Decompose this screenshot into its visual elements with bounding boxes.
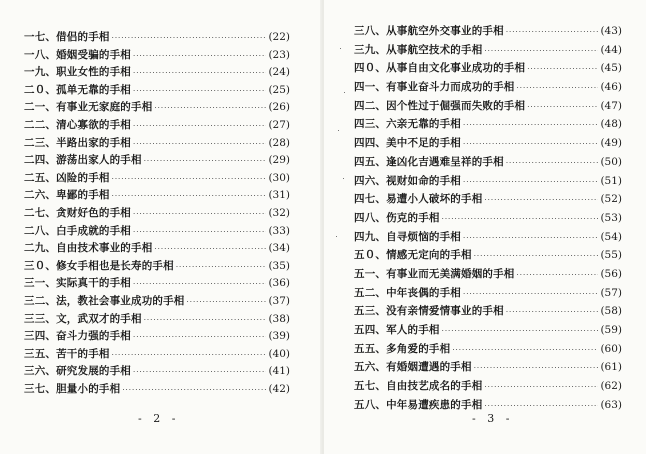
page-number-footer-left: - 2 - (138, 412, 180, 425)
toc-entry (354, 284, 622, 303)
toc-entry (24, 29, 290, 47)
toc-entry-page: (43) (600, 25, 622, 37)
toc-entry (354, 321, 622, 340)
dot-leader (527, 60, 598, 79)
dot-leader (133, 83, 266, 101)
toc-entry-page: (41) (268, 365, 290, 378)
toc-entry-title: 一七、借侣的手相 (24, 31, 110, 43)
toc-entry-page: (53) (600, 211, 622, 224)
toc-entry-page: (37) (268, 294, 290, 307)
dot-leader (442, 322, 599, 341)
dot-leader (122, 382, 266, 400)
toc-entry-title: 二四、游荡出家人的手相 (24, 154, 142, 167)
toc-entry-title: 五０、情感无定向的手相 (354, 249, 472, 262)
scan-speck (344, 92, 345, 93)
toc-entry-title: 一九、职业女性的手相 (24, 66, 131, 79)
dot-leader (517, 266, 599, 285)
toc-entry-title: 一八、婚姻受骗的手相 (24, 48, 131, 61)
toc-entry-page: (55) (600, 249, 622, 262)
toc-entry (24, 275, 290, 293)
toc-entry-page: (47) (600, 99, 622, 112)
toc-entry (354, 209, 622, 228)
dot-leader (112, 30, 267, 48)
dot-leader (144, 312, 267, 330)
dot-leader (506, 154, 599, 173)
toc-entry-page: (54) (600, 230, 622, 243)
toc-entry (354, 172, 622, 191)
toc-entry (354, 78, 622, 97)
toc-entry (354, 134, 622, 153)
dot-leader (463, 116, 598, 135)
toc-entry (354, 265, 622, 284)
dot-leader (133, 329, 266, 347)
toc-entry-title: 二二、清心寡欲的手相 (24, 118, 131, 131)
toc-entry (354, 190, 622, 209)
toc-entry (24, 240, 290, 258)
toc-entry-title: 五五、多角爱的手相 (354, 342, 451, 355)
toc-entry (24, 223, 290, 241)
toc-entry-page: (22) (268, 31, 290, 43)
toc-entry (24, 311, 290, 329)
toc-entry (354, 41, 622, 60)
toc-entry (24, 346, 290, 364)
toc-entry-page: (51) (600, 174, 622, 187)
toc-entry (354, 153, 622, 172)
dot-leader (463, 173, 598, 192)
dot-leader (133, 136, 266, 154)
toc-entry-title: 五一、有事业而无美满婚姻的手相 (354, 267, 515, 280)
toc-entry-title: 二八、白手成就的手相 (24, 224, 131, 237)
toc-entry (24, 170, 290, 188)
toc-entry-page: (52) (600, 193, 622, 206)
toc-entry-page: (30) (268, 171, 290, 184)
toc-entry-title: 四六、视财如命的手相 (354, 174, 461, 187)
toc-entry-title: 二三、半路出家的手相 (24, 136, 131, 149)
toc-entry-page: (28) (268, 136, 290, 149)
toc-entry-page: (44) (600, 43, 622, 56)
toc-entry-page: (63) (600, 398, 622, 411)
dot-leader (133, 48, 266, 66)
toc-entry-page: (40) (268, 347, 290, 360)
toc-entry-page: (34) (268, 242, 290, 255)
toc-entry-title: 四四、美中不足的手相 (354, 137, 461, 150)
toc-entry-page: (60) (600, 342, 622, 355)
toc-entry (24, 258, 290, 276)
toc-entry-page: (32) (268, 206, 290, 219)
dot-leader (133, 224, 266, 242)
toc-entry (354, 97, 622, 116)
toc-list-left (24, 29, 290, 398)
toc-entry-title: 二七、贪财好色的手相 (24, 206, 131, 219)
dot-leader (133, 65, 266, 83)
dot-leader (133, 206, 266, 224)
toc-entry (24, 47, 290, 65)
toc-entry-page: (27) (268, 118, 290, 131)
toc-entry-page: (45) (600, 62, 622, 75)
toc-entry-title: 四九、自寻烦恼的手相 (354, 230, 461, 243)
dot-leader (442, 210, 599, 229)
scan-speck (343, 178, 344, 179)
toc-entry-title: 四三、六亲无靠的手相 (354, 118, 461, 131)
toc-entry (24, 381, 290, 399)
toc-entry-title: 四二、因个性过于倔强而失败的手相 (354, 99, 526, 112)
toc-entry (354, 340, 622, 359)
toc-entry-title: 五三、没有亲情爱情事业的手相 (354, 305, 504, 318)
toc-entry (24, 152, 290, 170)
dot-leader (154, 241, 266, 259)
toc-entry (354, 358, 622, 377)
toc-entry-page: (23) (268, 48, 290, 61)
toc-entry (24, 99, 290, 117)
toc-entry (354, 59, 622, 78)
toc-entry-title: 三一、实际真干的手相 (24, 277, 131, 290)
dot-leader (506, 303, 599, 322)
toc-entry (24, 205, 290, 223)
dot-leader (474, 247, 599, 266)
toc-entry (24, 117, 290, 135)
toc-entry-page: (25) (268, 83, 290, 96)
dot-leader (463, 229, 598, 248)
toc-entry-page: (56) (600, 267, 622, 280)
dot-leader (463, 135, 598, 154)
right-page (324, 0, 646, 454)
toc-entry-title: 四一、有事业奋斗力而成功的手相 (354, 81, 515, 94)
toc-entry (24, 64, 290, 82)
toc-entry (24, 293, 290, 311)
toc-entry-title: 三八、从事航空外交事业的手相 (354, 25, 504, 37)
toc-entry (24, 363, 290, 381)
toc-entry (354, 302, 622, 321)
dot-leader (133, 118, 266, 136)
toc-entry-title: 二一、有事业无家庭的手相 (24, 101, 153, 114)
dot-leader (112, 171, 267, 189)
scan-speck (338, 130, 339, 131)
dot-leader (187, 294, 267, 312)
toc-entry-title: 二五、凶险的手相 (24, 171, 110, 184)
toc-entry-page: (38) (268, 312, 290, 325)
dot-leader (506, 23, 599, 42)
dot-leader (176, 259, 267, 277)
toc-entry-page: (58) (600, 305, 622, 318)
toc-entry-title: 四七、易遭小人破坏的手相 (354, 193, 483, 206)
toc-entry-page: (62) (600, 380, 622, 393)
toc-entry-title: 四五、逢凶化吉遇难呈祥的手相 (354, 155, 504, 168)
toc-entry-page: (42) (268, 382, 290, 395)
dot-leader (133, 364, 266, 382)
dot-leader (463, 285, 598, 304)
dot-leader (484, 378, 598, 397)
toc-entry (354, 115, 622, 134)
toc-entry-title: 三四、奋斗力强的手相 (24, 330, 131, 343)
toc-entry (354, 22, 622, 41)
toc-entry-title: 二０、孤单无靠的手相 (24, 83, 131, 96)
toc-entry-page: (46) (600, 81, 622, 94)
toc-entry (354, 246, 622, 265)
toc-entry (354, 228, 622, 247)
toc-entry-title: 五六、有婚姻遭遇的手相 (354, 361, 472, 374)
dot-leader (112, 188, 267, 206)
toc-entry-page: (39) (268, 330, 290, 343)
toc-entry-page: (26) (268, 101, 290, 114)
toc-entry-page: (33) (268, 224, 290, 237)
toc-entry-title: 三六、研究发展的手相 (24, 365, 131, 378)
dot-leader (112, 347, 267, 365)
toc-entry-title: 五四、军人的手相 (354, 324, 440, 336)
dot-leader (133, 276, 266, 294)
toc-entry (24, 187, 290, 205)
toc-entry-title: 三三、文，武双才的手相 (24, 312, 142, 325)
toc-entry-title: 二九、自由技术事业的手相 (24, 242, 153, 255)
toc-entry-page: (49) (600, 137, 622, 150)
toc-entry-title: 三五、苦干的手相 (24, 347, 110, 360)
toc-entry-title: 二六、卑鄙的手相 (24, 189, 110, 202)
toc-entry-page: (61) (600, 361, 622, 374)
dot-leader (527, 98, 598, 117)
toc-entry-title: 五七、自由技艺成名的手相 (354, 380, 483, 393)
dot-leader (144, 153, 267, 171)
toc-entry (24, 82, 290, 100)
toc-entry (354, 377, 622, 396)
toc-entry-page: (31) (268, 189, 290, 202)
toc-entry-title: 三０、修女手相也是长寿的手相 (24, 259, 174, 272)
toc-entry-page: (36) (268, 277, 290, 290)
toc-entry-title: 三七、胆量小的手相 (24, 382, 121, 395)
toc-entry-page: (59) (600, 324, 622, 336)
toc-entry-page: (57) (600, 286, 622, 299)
dot-leader (452, 341, 598, 360)
toc-entry-title: 三二、法，教社会事业成功的手相 (24, 294, 185, 307)
toc-list-right (354, 22, 622, 414)
left-page (0, 0, 322, 454)
toc-entry-page: (50) (600, 155, 622, 168)
toc-entry (24, 135, 290, 153)
dot-leader (154, 100, 266, 118)
toc-entry (24, 328, 290, 346)
toc-entry-title: 四０、从事自由文化事业成功的手相 (354, 62, 526, 75)
toc-entry-title: 五二、中年丧偶的手相 (354, 286, 461, 299)
dot-leader (484, 191, 598, 210)
scan-speck (340, 48, 341, 49)
toc-entry-title: 五八、中年易遭疾患的手相 (354, 398, 483, 411)
scan-speck (336, 236, 337, 237)
toc-entry-page: (48) (600, 118, 622, 131)
dot-leader (484, 42, 598, 61)
dot-leader (517, 79, 599, 98)
dot-leader (474, 359, 599, 378)
page-number-footer-right: - 3 - (472, 412, 514, 425)
toc-entry-title: 四八、伤克的手相 (354, 211, 440, 224)
toc-entry-page: (29) (268, 154, 290, 167)
toc-entry-title: 三九、从事航空技术的手相 (354, 43, 483, 56)
toc-entry-page: (24) (268, 66, 290, 79)
toc-entry-page: (35) (268, 259, 290, 272)
